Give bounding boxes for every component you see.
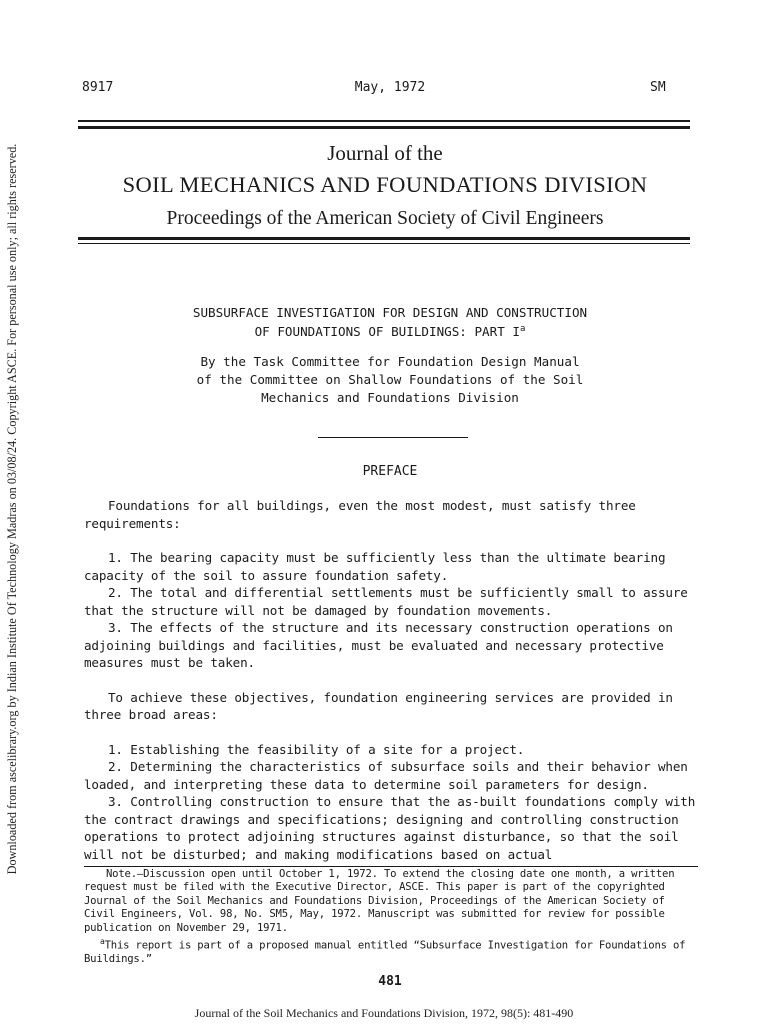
requirement-2: 2. The total and differential settlements must be sufficiently small to assure that the structure will not be damaged by foundation movements. (84, 585, 688, 618)
download-notice: Downloaded from ascelibrary.org by Indian Institute Of Technology Madras on 03/08/24. Copyright ASCE. For personal use only; all rights reserved. (5, 143, 19, 875)
byline (80, 353, 700, 407)
journal-of-the: Journal of the (327, 141, 443, 165)
footnote-rule (84, 866, 698, 867)
division-code: SM (650, 80, 666, 95)
paragraph-requirements: Foundations for all buildings, even the most modest, must satisfy three requirements: (84, 498, 636, 531)
requirement-3: 3. The effects of the structure and its necessary construction operations on adjoining buildings and facilities, must be evaluated and necessary protective measures must be taken. (84, 620, 673, 670)
footnote-a-marker: a (100, 937, 105, 947)
masthead-rule-top-2 (78, 126, 690, 129)
area-2: 2. Determining the characteristics of subsurface soils and their behavior when loaded, and interpreting these data to determine soil parameters for design. (84, 759, 688, 792)
title-footnote-marker: a (519, 324, 526, 334)
requirement-1: 1. The bearing capacity must be sufficiently less than the ultimate bearing capacity of the soil to assure foundation safety. (84, 550, 666, 583)
footnotes (84, 868, 698, 966)
masthead-rule-bottom-2 (78, 243, 690, 244)
byline-line-1: By the Task Committee for Foundation Design Manual (200, 354, 580, 369)
division-title: SOIL MECHANICS AND FOUNDATIONS DIVISION (122, 172, 648, 197)
paper-title (80, 304, 700, 340)
byline-line-3: Mechanics and Foundations Division (261, 390, 519, 405)
issue-date: May, 1972 (354, 80, 426, 95)
paragraph-objectives: To achieve these objectives, foundation engineering services are provided in three broad areas: (84, 689, 673, 722)
area-1: 1. Establishing the feasibility of a site for a project. (108, 741, 525, 757)
discussion-note: Note.—Discussion open until October 1, 1972. To extend the closing date one month, a written request must be filed with the Executive Director, ASCE. This paper is part of the copyrighted Journal of the Soil Mechanics and Foundations Division, Proceedings of the American Society of Civil Engineers, Vol. 98, No. SM5, May, 1972. Manuscript was submitted for review for possible publication on November 29, 1971. (84, 868, 675, 934)
byline-line-2: of the Committee on Shallow Foundations of the Soil (196, 372, 584, 387)
separator-rule (318, 437, 468, 438)
footer-citation: Journal of the Soil Mechanics and Foundations Division, 1972, 98(5): 481-490 (194, 1006, 574, 1020)
masthead-rule-bottom-1 (78, 237, 690, 240)
page-number: 481 (378, 974, 402, 989)
paper-number: 8917 (82, 80, 114, 95)
footnote-a: $^a$This report is part of a proposed manual entitled “Subsurface Investigation for Foundations of Buildings.” (84, 937, 686, 965)
society-title: Proceedings of the American Society of Civil Engineers (166, 208, 604, 229)
preface-body (84, 497, 696, 863)
preface-heading: PREFACE (362, 464, 418, 479)
area-3: 3. Controlling construction to ensure that the as-built foundations comply with the contract drawings and specifications; designing and controlling construction operations to protect adjoining structures against disturbance, so that the soil will not be disturbed; and making modifications based on actual (84, 794, 696, 862)
paper-title-line-1: SUBSURFACE INVESTIGATION FOR DESIGN AND CONSTRUCTION (192, 305, 588, 320)
paper-title-line-2: OF FOUNDATIONS OF BUILDINGS: PART $I^a$ (254, 324, 526, 340)
masthead-rule-top-1 (78, 120, 690, 122)
